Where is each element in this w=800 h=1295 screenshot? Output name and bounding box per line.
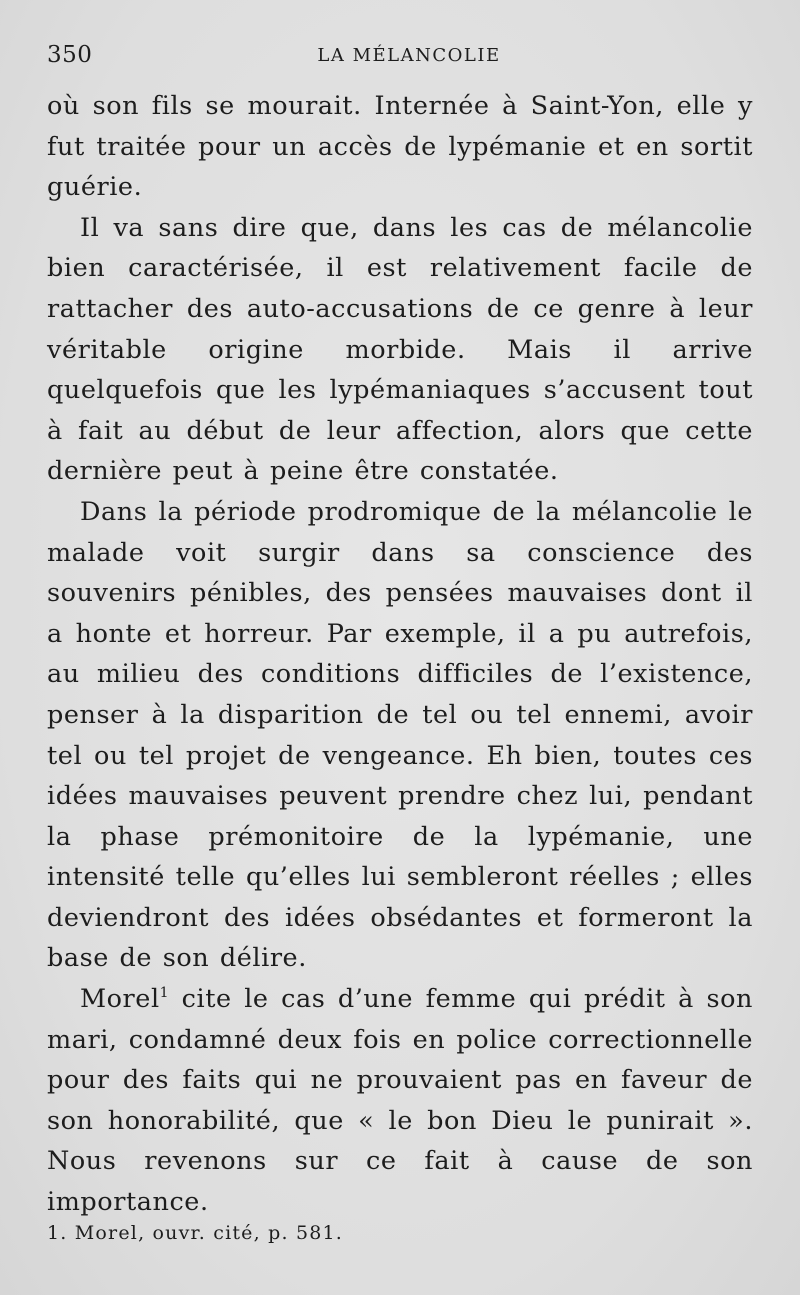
running-title: LA MÉLANCOLIE	[317, 45, 501, 66]
paragraph	[47, 979, 753, 1223]
paragraph: Il va sans dire que, dans les cas de mélancolie bien caractérisée, il est relativement facile de rattacher des auto-accusations de ce genre à leur véritable origine morbide. Mais il arrive quelquefois que les lypémaniaques s’accusent tout à fait au début de leur affection, alors que cette dernière peut à peine être constatée.	[47, 212, 753, 487]
page-header	[47, 40, 753, 76]
page-number: 350	[47, 42, 93, 68]
paragraph-text-rest: cite le cas d’une femme qui prédit à son mari, condamné deux fois en police correctionnelle pour des faits qui ne prouvaient pas en faveur de son honorabilité, que « le bon Dieu le punirait ». Nous revenons sur ce fait à cause de son importance.	[47, 984, 753, 1218]
footnote: 1. Morel, ouvr. cité, p. 581.	[47, 1222, 344, 1244]
paragraph-continuation: où son fils se mourait. Internée à Saint-Yon, elle y fut traitée pour un accès de lypémanie et en sortit guérie.	[47, 91, 753, 203]
footnote-marker: 1	[159, 985, 170, 1002]
paragraph: Dans la période prodromique de la mélancolie le malade voit surgir dans sa conscience des souvenirs pénibles, des pensées mauvaises dont il a honte et horreur. Par exemple, il a pu autrefois, au milieu des conditions difficiles de l’existence, penser à la disparition de tel ou tel ennemi, avoir tel ou tel projet de vengeance. Eh bien, toutes ces idées mauvaises peuvent prendre chez lui, pendant la phase prémonitoire de la lypémanie, une intensité telle qu’elles lui sembleront réelles ; elles deviendront des idées obsédantes et formeront la base de son délire.	[47, 496, 753, 974]
paragraph-text-start: Morel	[80, 984, 160, 1015]
body-text	[47, 86, 753, 1223]
